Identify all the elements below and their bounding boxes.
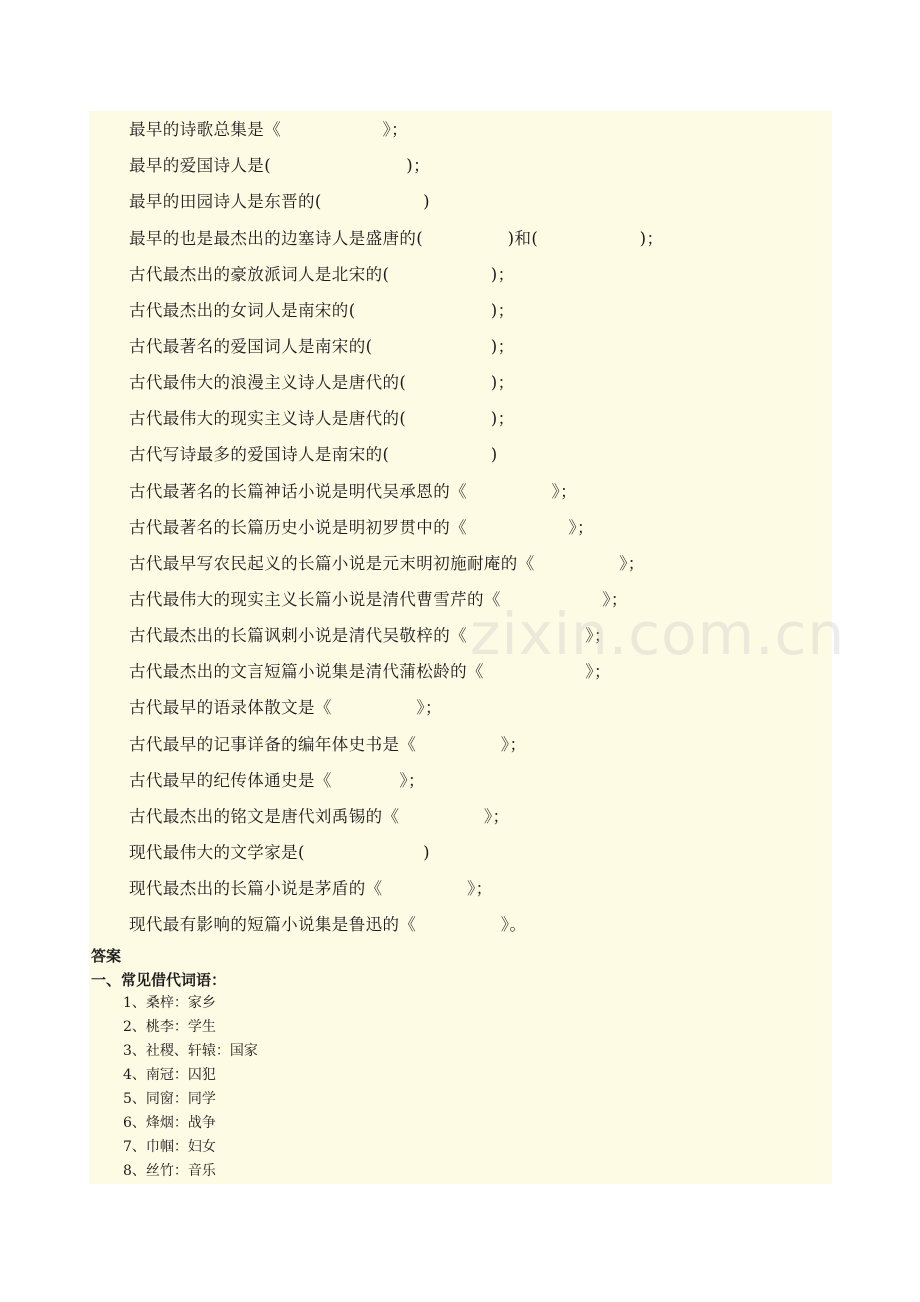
question-item: 古代最著名的长篇历史小说是明初罗贯中的《 》； [129,518,594,537]
watermark: zixin.com.cn [470,600,846,668]
question-item: 现代最伟大的文学家是( ) [129,843,430,862]
question-item: 最早的田园诗人是东晋的( ) [129,192,430,211]
question-item: 古代最杰出的铭文是唐代刘禹锡的《 》； [129,807,510,826]
question-item: 古代最杰出的文言短篇小说集是清代蒲松龄的《 》； [129,662,611,681]
question-item: 古代写诗最多的爱国诗人是南宋的( ) [129,445,498,464]
answer-item: 6、烽烟：战争 [123,1115,216,1131]
answer-item: 2、桃李：学生 [123,1019,216,1035]
question-item: 古代最杰出的女词人是南宋的( )； [129,301,515,320]
question-item: 古代最著名的爱国词人是南宋的( )； [129,337,515,356]
question-item: 古代最伟大的现实主义诗人是唐代的( )； [129,409,515,428]
question-item: 古代最伟大的现实主义长篇小说是清代曹雪芹的《 》； [129,590,628,609]
answer-item: 4、南冠：囚犯 [123,1067,216,1083]
question-item: 古代最杰出的豪放派词人是北宋的( )； [129,265,515,284]
question-item: 现代最有影响的短篇小说集是鲁迅的《 》。 [129,915,527,934]
question-item: 古代最早的记事详备的编年体史书是《 》； [129,735,527,754]
answer-item: 1、桑梓：家乡 [123,995,216,1011]
question-item: 古代最著名的长篇神话小说是明代吴承恩的《 》； [129,482,578,501]
section-title: 一、常见借代词语： [91,971,227,989]
question-item: 古代最早的纪传体通史是《 》； [129,771,425,790]
answer-item: 8、丝竹：音乐 [123,1163,216,1179]
answer-heading: 答案 [91,947,122,965]
question-item: 现代最杰出的长篇小说是茅盾的《 》； [129,879,493,898]
question-item: 古代最早的语录体散文是《 》； [129,698,442,717]
question-item: 最早的也是最杰出的边塞诗人是盛唐的( )和( )； [129,229,664,248]
question-item: 古代最伟大的浪漫主义诗人是唐代的( )； [129,373,515,392]
question-item: 古代最早写农民起义的长篇小说是元末明初施耐庵的《 》； [129,554,645,573]
answer-item: 5、同窗：同学 [123,1091,216,1107]
answer-item: 3、社稷、轩辕：国家 [123,1043,258,1059]
question-item: 最早的诗歌总集是《 》； [129,120,409,139]
answer-item: 7、巾帼：妇女 [123,1139,216,1155]
question-item: 古代最杰出的长篇讽刺小说是清代吴敬梓的《 》； [129,626,611,645]
question-item: 最早的爱国诗人是( )； [129,156,430,175]
